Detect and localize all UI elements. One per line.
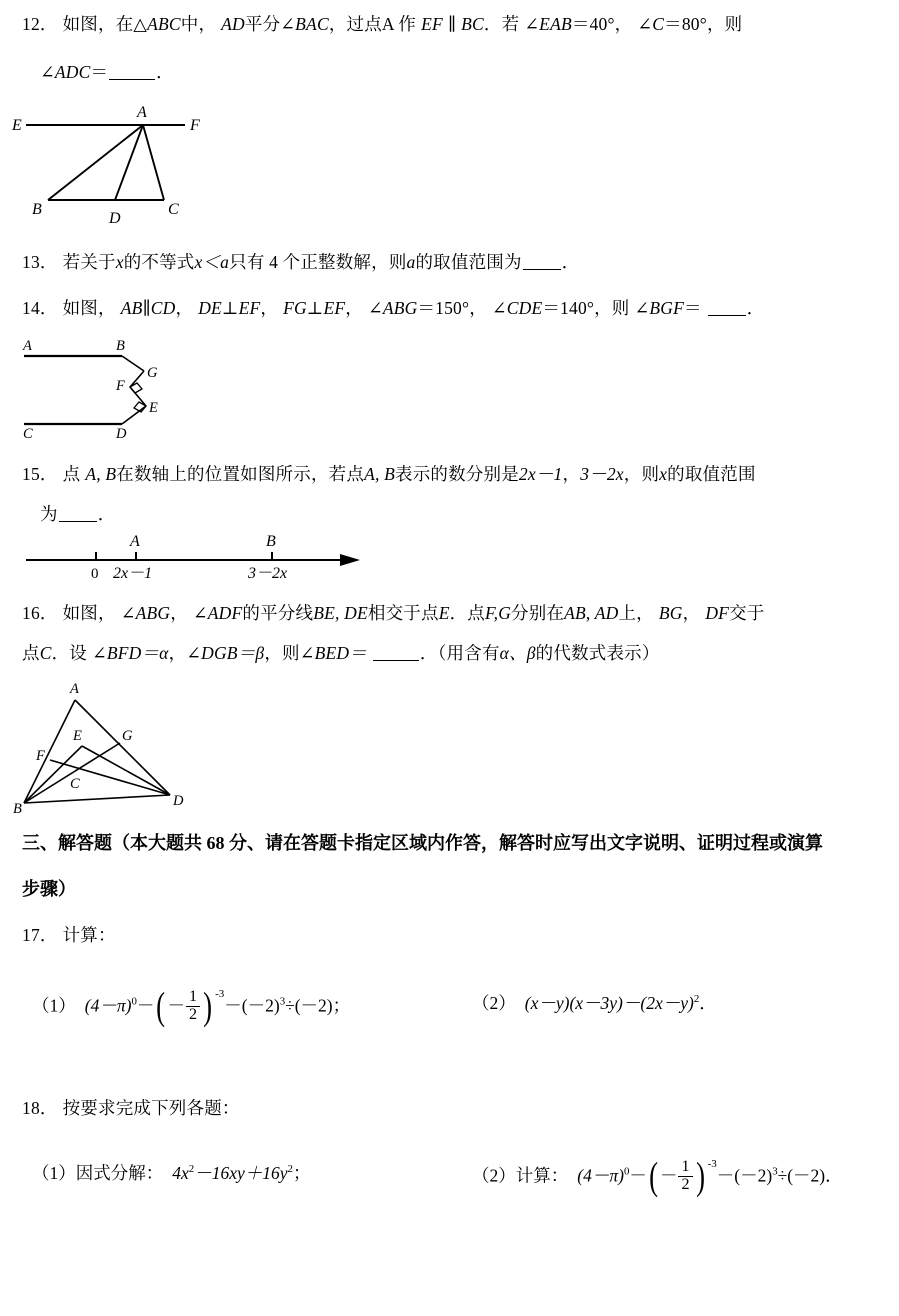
q16-l2-t6: 的代数式表示） [535, 643, 660, 663]
q17-part2-label: （2） [472, 993, 516, 1013]
q16-fg: F,G [484, 603, 512, 623]
q17-part1-exp1: 0 [131, 995, 137, 1008]
q16-label-F: F [36, 748, 45, 764]
q15-label-a-value: 2x－1 [113, 565, 153, 582]
q15-line2-pre: 为 [40, 504, 58, 524]
q17-part1-base1: (4－π) [84, 995, 132, 1016]
q15-expr-2: 3－2x [580, 464, 624, 484]
q12-angle-c: ∠C [637, 14, 665, 34]
q17-part1-exp2: -3 [215, 988, 225, 1001]
q16-t4: 相交于点 [367, 603, 439, 623]
q16-t2: ， [170, 603, 188, 623]
q12-text-d: ，过点A 作 [328, 14, 417, 34]
q12-label-C: C [168, 201, 179, 218]
q18-part2-exp1: 0 [623, 1165, 630, 1178]
left-paren-icon: ( [648, 1154, 658, 1198]
question-18-title [22, 1098, 240, 1120]
q15-line2-end: ． [97, 504, 116, 524]
q18-part2-minus1: － [629, 1165, 647, 1186]
q14-t5: ， [469, 298, 487, 318]
q16-df: DF [705, 603, 730, 623]
q18-part2-frac-num: 1 [681, 1158, 690, 1175]
q12-text-f: ， [614, 14, 633, 34]
q15-expr-1: 2x－1 [518, 464, 563, 484]
q14-ab-cd: AB∥CD [120, 298, 176, 318]
q18-part2-exp2: -3 [707, 1158, 717, 1171]
q12-ef: EF [421, 14, 443, 34]
q15-figure [18, 528, 363, 584]
q12-text-b: 中， [180, 14, 217, 34]
q14-end: ． [746, 298, 765, 318]
question-13 [22, 252, 579, 274]
q14-number: 14． [22, 298, 58, 318]
q17-number: 17． [22, 925, 58, 945]
q16-e: E [438, 603, 450, 623]
q16-l2-t4: ，则 [264, 643, 300, 663]
q16-t1: 如图， [62, 603, 116, 623]
q16-bfd: ∠BFD＝α [91, 643, 169, 663]
q14-t6: ，则 [594, 298, 630, 318]
q16-label-B: B [13, 801, 22, 813]
q18-part2-label: （2） [472, 1165, 516, 1186]
q18-part2-fraction [678, 1159, 692, 1193]
q14-eq3: ＝ [684, 298, 702, 318]
q15-t3: 表示的数分别是 [395, 464, 519, 484]
q13-answer-blank[interactable] [523, 269, 561, 270]
q15-label-A: A [130, 533, 140, 550]
q15-label-B: B [266, 533, 276, 550]
q17-part2-expr: (x－y)(x－3y)－(2x－y) [524, 993, 694, 1013]
q14-t3: ， [260, 298, 279, 318]
q15-t5: ，则 [623, 464, 660, 484]
q16-label-E: E [73, 728, 82, 744]
q14-figure [10, 334, 190, 444]
q16-label-A: A [70, 681, 79, 697]
q18-part2-fraction-group [647, 1154, 717, 1198]
q14-answer-blank[interactable] [708, 315, 746, 316]
q13-number: 13． [22, 252, 58, 272]
q18-part2-exp3: 3 [772, 1165, 778, 1178]
section-3-heading-line-2: 步骤） [22, 879, 76, 899]
q16-figure [10, 678, 210, 813]
q18-part1-exp1: 2 [188, 1163, 195, 1176]
q18-part2-prompt: 计算： [515, 1165, 569, 1186]
q18-part1-end: ； [292, 1163, 311, 1183]
q17-part2-exp: 2 [693, 993, 700, 1006]
q12-angle-eab: ∠EAB [524, 14, 572, 34]
q18-part1-label: （1） [32, 1163, 76, 1183]
q14-label-B: B [116, 338, 125, 354]
q12-label-D: D [109, 210, 121, 227]
question-15-line-2 [40, 504, 115, 526]
q17-part1-frac-den: 2 [186, 1006, 200, 1024]
q13-a: a [406, 252, 416, 272]
question-12-line-2 [40, 62, 174, 84]
q18-part2-minus2: －(－2) [716, 1165, 773, 1186]
q15-ab-2: A, B [364, 464, 395, 484]
q16-t7: 上， [618, 603, 654, 623]
q16-bg: BG [658, 603, 683, 623]
q18-part1 [32, 1160, 310, 1185]
q17-part1-label: （1） [32, 995, 76, 1016]
q17-part1 [32, 984, 351, 1028]
q17-part1-minus2: －(－2) [224, 995, 280, 1016]
q16-label-C: C [70, 776, 80, 792]
q12-label-A: A [137, 104, 147, 121]
q16-l2-t2: ．设 [51, 643, 87, 663]
q16-label-G: G [122, 728, 133, 744]
q16-t6: 分别在 [511, 603, 565, 623]
q14-t1: 如图， [62, 298, 116, 318]
q14-eq1: ＝150° [417, 298, 470, 318]
q14-label-A: A [23, 338, 32, 354]
right-paren-icon: ) [203, 984, 213, 1028]
q17-part2 [472, 990, 717, 1015]
q13-t2: 的不等式 [123, 252, 195, 272]
q18-number: 18． [22, 1098, 58, 1118]
q12-figure [10, 102, 220, 227]
q18-part2 [472, 1154, 843, 1198]
q17-part1-minus1: － [136, 995, 155, 1016]
q18-part2-frac-den: 2 [678, 1176, 692, 1194]
q16-l2-t1: 点 [22, 643, 40, 663]
q13-end: ． [561, 252, 580, 272]
q15-label-b-value: 3－2x [248, 565, 288, 582]
q18-part1-term2: －16xy＋16y [194, 1163, 288, 1183]
q13-t1: 若关于 [62, 252, 116, 272]
q12-line2-eq: ＝ [90, 62, 109, 82]
question-17-title [22, 925, 116, 947]
q18-title-text: 按要求完成下列各题： [62, 1098, 240, 1118]
q18-part2-end: ． [825, 1165, 843, 1186]
q12-line2-end: ． [156, 62, 174, 82]
q18-part2-div: ÷(－2) [777, 1165, 826, 1186]
q17-part1-end: ； [332, 995, 351, 1016]
q17-part1-frac-sign: － [167, 995, 185, 1016]
q15-t4: ， [562, 464, 581, 484]
q12-ad: AD [221, 14, 245, 34]
q12-label-F: F [190, 117, 200, 134]
q16-bed: ∠BED＝ [299, 643, 367, 663]
q16-label-D: D [173, 793, 184, 809]
question-16-line-1 [22, 603, 764, 625]
q14-angle-bgf: ∠BGF [634, 298, 684, 318]
q16-t5: ．点 [449, 603, 485, 623]
q17-title-text: 计算： [62, 925, 116, 945]
q18-part1-prompt: 因式分解： [75, 1163, 164, 1183]
q16-answer-blank[interactable] [373, 660, 419, 661]
q14-label-G: G [147, 365, 158, 381]
q16-l2-t3: ， [168, 643, 187, 663]
q15-t6: 的取值范围 [667, 464, 756, 484]
q18-part1-exp2: 2 [287, 1163, 293, 1176]
q13-x: x [115, 252, 124, 272]
q16-angle-abg: ∠ABG [120, 603, 171, 623]
q18-part2-frac-sign: － [659, 1165, 678, 1186]
question-15-line-1 [22, 464, 756, 486]
q13-inequality: x＜a [194, 252, 230, 272]
q14-label-E: E [149, 400, 158, 416]
q12-text-a: 如图，在 [62, 14, 134, 34]
section-3-heading-line-1: 三、解答题（本大题共 68 分、请在答题卡指定区域内作答，解答时应写出文字说明、证明过程或演算 [22, 833, 823, 853]
q17-part1-exp3: 3 [279, 995, 286, 1008]
q16-c: C [39, 643, 52, 663]
q16-dgb: ∠DGB＝β [186, 643, 265, 663]
question-16-line-2 [22, 643, 660, 665]
q12-eq2: ＝80° [664, 14, 707, 34]
q12-label-E: E [12, 117, 22, 134]
q14-fg-ef: FG⊥EF [283, 298, 346, 318]
q18-part1-term1: 4x [172, 1163, 189, 1183]
q17-part1-frac-num: 1 [188, 988, 198, 1005]
q12-number: 12． [22, 14, 58, 34]
q17-part1-fraction [186, 989, 200, 1023]
q12-answer-blank[interactable] [109, 79, 155, 80]
q14-label-D: D [116, 426, 127, 442]
q15-t1: 点 [62, 464, 81, 484]
q15-ab-1: A, B [85, 464, 117, 484]
q13-t3: 只有 4 个正整数解，则 [229, 252, 407, 272]
q17-part2-end: ． [699, 993, 717, 1013]
q12-angle-bac: ∠BAC [280, 14, 329, 34]
right-paren-icon: ) [695, 1154, 705, 1198]
q18-part2-base1: (4－π) [577, 1165, 624, 1186]
q12-eq1: ＝40° [571, 14, 615, 34]
q14-eq2: ＝140° [542, 298, 595, 318]
q16-l2-t5: ．（用含有 [419, 643, 500, 663]
q14-de-ef: DE⊥EF [198, 298, 261, 318]
q15-x: x [659, 464, 668, 484]
q12-abc: ABC [147, 14, 181, 34]
q14-label-C: C [23, 426, 33, 442]
q16-t9: 交于 [729, 603, 765, 623]
q12-triangle-sym: △ [133, 14, 148, 34]
q15-label-0: 0 [91, 566, 99, 582]
q13-t4: 的取值范围为 [415, 252, 522, 272]
q12-text-c: 平分 [244, 14, 281, 34]
q16-ab-ad: AB, AD [564, 603, 619, 623]
q16-number: 16． [22, 603, 58, 623]
q14-label-F: F [116, 378, 125, 394]
q17-part1-fraction-group [154, 984, 225, 1028]
q14-t4: ， [345, 298, 363, 318]
q14-t2: ， [175, 298, 194, 318]
q16-t8: ， [682, 603, 701, 623]
question-12-line-1 [22, 14, 742, 36]
q12-text-g: ，则 [706, 14, 743, 34]
q12-bc: BC [461, 14, 484, 34]
q12-angle-adc: ∠ADC [40, 62, 91, 82]
q12-label-B: B [32, 201, 42, 218]
q12-text-e: ．若 [483, 14, 520, 34]
q16-be-de: BE, DE [313, 603, 368, 623]
q15-answer-blank[interactable] [59, 521, 97, 522]
q15-t2: 在数轴上的位置如图所示，若点 [116, 464, 365, 484]
q14-angle-cde: ∠CDE [491, 298, 543, 318]
question-14 [22, 298, 764, 320]
q16-alpha-beta: α、β [499, 643, 536, 663]
q14-angle-abg: ∠ABG [367, 298, 418, 318]
q17-part1-div: ÷(－2) [285, 995, 333, 1016]
q16-t3: 的平分线 [242, 603, 314, 623]
q15-number: 15． [22, 464, 58, 484]
q16-angle-adf: ∠ADF [192, 603, 243, 623]
q12-parallel-sym: ∥ [447, 14, 457, 34]
left-paren-icon: ( [156, 984, 166, 1028]
